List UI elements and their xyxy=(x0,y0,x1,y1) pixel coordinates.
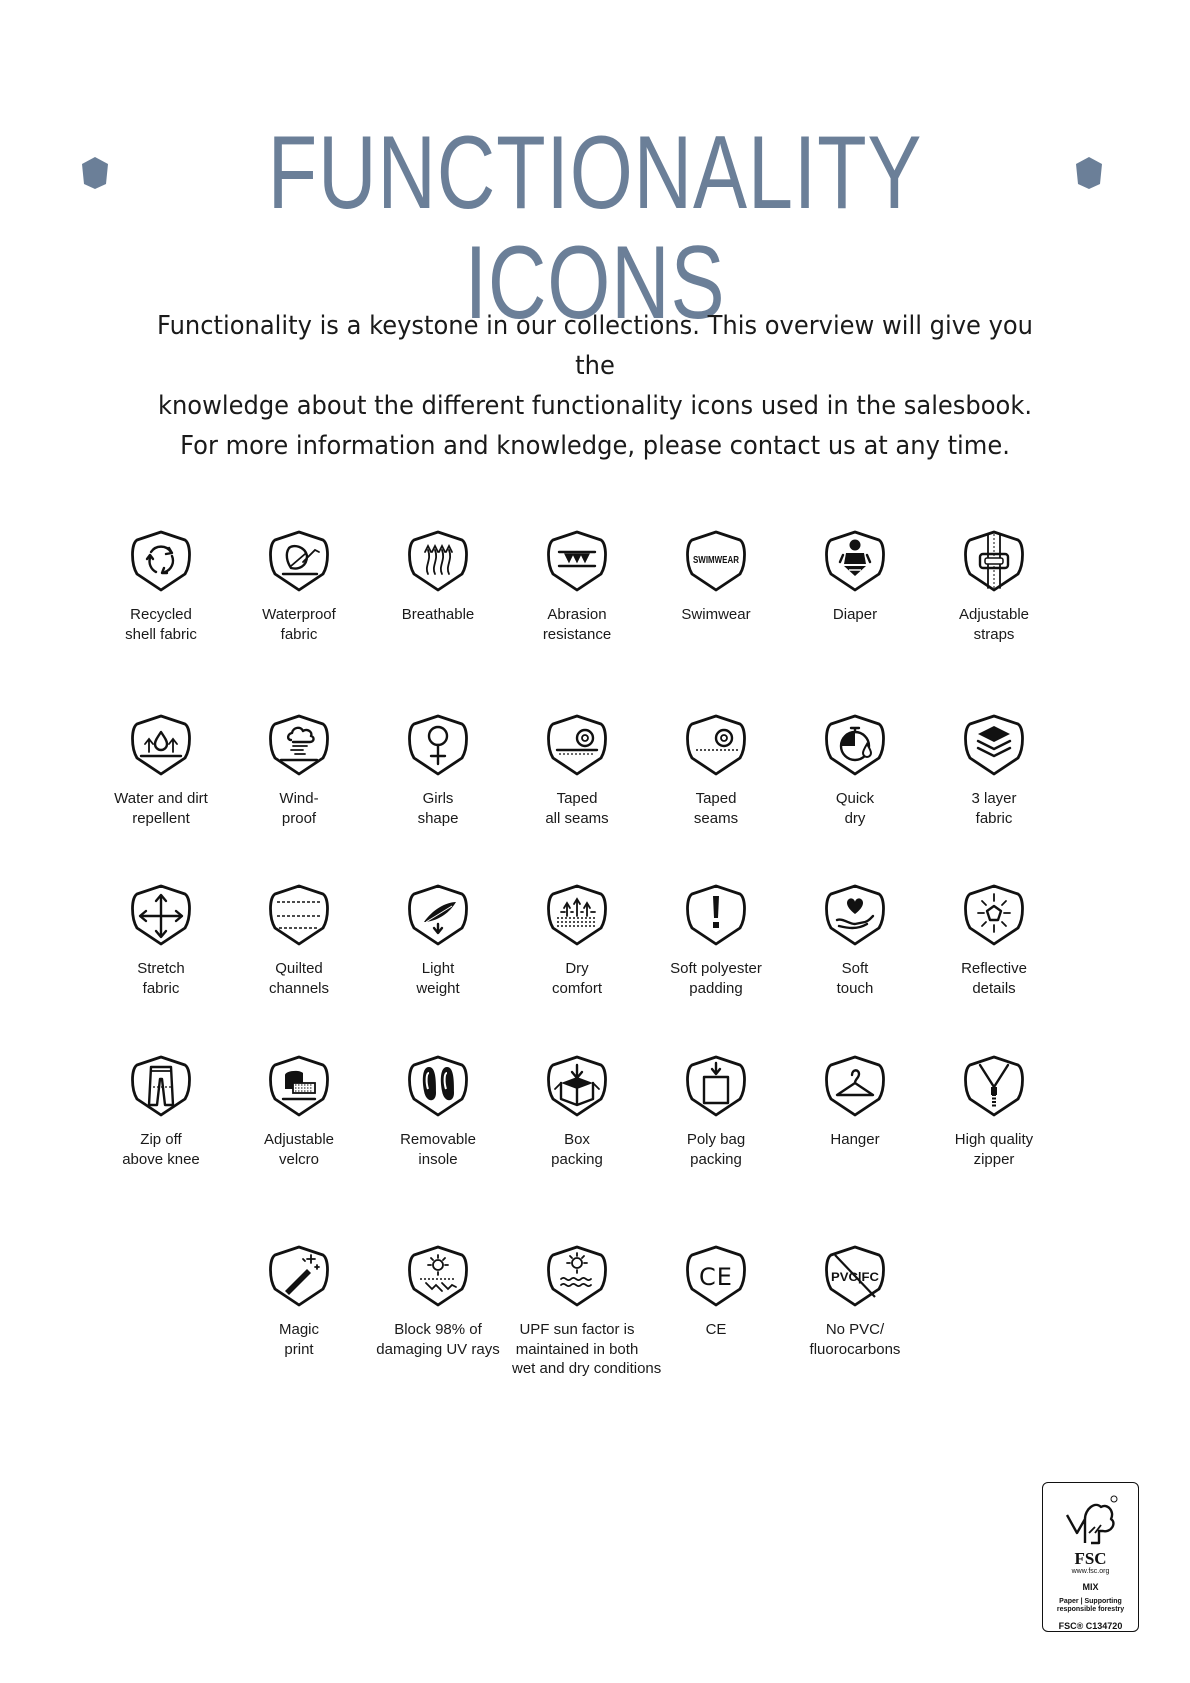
icon-label-line: weight xyxy=(416,979,460,997)
icon-label xyxy=(373,789,503,828)
icon-label-line: wet and dry conditions xyxy=(512,1360,662,1377)
icon-label xyxy=(790,1130,920,1150)
female-symbol-icon xyxy=(402,710,474,782)
icon-tile xyxy=(929,880,1059,998)
fsc-tree-icon xyxy=(1061,1493,1121,1553)
exclamation-icon xyxy=(680,880,752,952)
icon-label-line: touch xyxy=(836,979,874,997)
icon-label-line: repellent xyxy=(132,809,190,827)
icon-tile xyxy=(234,1051,364,1169)
feather-icon xyxy=(402,880,474,952)
icon-tile xyxy=(512,880,642,998)
bullet-icon xyxy=(1074,156,1104,190)
icon-label xyxy=(96,1130,226,1169)
icon-label xyxy=(790,1320,920,1359)
icon-label-line: shape xyxy=(417,809,459,827)
no-pvc-icon xyxy=(819,1241,891,1313)
fsc-claim xyxy=(1043,1598,1138,1614)
icon-label-line: Wind- xyxy=(279,790,319,807)
icon-label-line: Reflective xyxy=(961,960,1027,977)
icon-label-line: Adjustable xyxy=(958,606,1030,623)
icon-label xyxy=(96,789,226,828)
icon-label xyxy=(234,959,364,998)
icon-label-line: comfort xyxy=(551,979,602,997)
svg-text:CE: CE xyxy=(699,1263,733,1291)
breathable-arrows-icon xyxy=(402,526,474,598)
icon-label-line: shell fabric xyxy=(125,625,197,643)
icon-label xyxy=(96,605,226,644)
icon-label xyxy=(373,605,503,625)
icon-tile xyxy=(96,1051,226,1169)
icon-label-line: all seams xyxy=(545,809,609,827)
stretch-arrows-icon xyxy=(125,880,197,952)
icon-label xyxy=(234,605,364,644)
icon-tile xyxy=(929,1051,1059,1169)
icon-label-line: Box xyxy=(564,1131,590,1148)
icon-tile xyxy=(790,710,920,828)
icon-label xyxy=(651,789,781,828)
icon-label xyxy=(512,1130,642,1169)
icon-label-line: packing xyxy=(551,1150,603,1168)
insole-icon xyxy=(402,1051,474,1123)
fsc-logo xyxy=(1042,1482,1139,1632)
icon-tile xyxy=(790,526,920,625)
icon-label-line: Poly bag xyxy=(686,1131,746,1148)
fsc-site: www.fsc.org xyxy=(1071,1568,1110,1575)
icon-tile xyxy=(790,1241,920,1359)
bullet-icon xyxy=(80,156,110,190)
layers-icon xyxy=(958,710,1030,782)
wind-cloud-icon xyxy=(263,710,335,782)
icon-label-line: Breathable xyxy=(401,606,475,623)
icon-label-line: Stretch xyxy=(137,960,185,977)
icon-label xyxy=(790,605,920,625)
icon-label-line: Hanger xyxy=(830,1131,880,1148)
icon-label xyxy=(651,959,781,998)
waterproof-leaf-icon xyxy=(263,526,335,598)
icon-label-line: Adjustable xyxy=(263,1131,335,1148)
hanger-icon xyxy=(819,1051,891,1123)
icon-label xyxy=(512,789,642,828)
adjustable-strap-icon xyxy=(958,526,1030,598)
intro-line: Functionality is a keystone in our collections. This overview will give you the xyxy=(156,311,1034,381)
icon-tile xyxy=(96,526,226,644)
icon-label-line: Zip off xyxy=(140,1131,182,1148)
intro-line: For more information and knowledge, please contact us at any time. xyxy=(180,431,1010,461)
icon-label xyxy=(929,605,1059,644)
icon-label-line: damaging UV rays xyxy=(376,1340,500,1358)
icon-label xyxy=(790,959,920,998)
icon-tile xyxy=(929,710,1059,828)
icon-label-line: UPF sun factor is xyxy=(519,1321,635,1338)
icon-label-line: packing xyxy=(690,1150,742,1168)
icon-label-line: High quality xyxy=(954,1131,1034,1148)
icon-label xyxy=(512,605,642,644)
icon-tile xyxy=(651,710,781,828)
icon-label-line: Swimwear xyxy=(681,606,751,623)
icon-label-line: maintained in both xyxy=(515,1340,639,1358)
zip-off-pants-icon xyxy=(125,1051,197,1123)
icon-label xyxy=(234,1130,364,1169)
reflective-sun-icon xyxy=(958,880,1030,952)
abrasion-icon xyxy=(541,526,613,598)
fsc-brand: FSC xyxy=(1074,1549,1107,1568)
icon-label-line: velcro xyxy=(278,1150,319,1168)
icon-label xyxy=(234,789,364,828)
icon-tile xyxy=(373,880,503,998)
heart-hand-icon xyxy=(819,880,891,952)
dry-comfort-icon xyxy=(541,880,613,952)
icon-tile xyxy=(373,526,503,625)
tape-seam-icon xyxy=(680,710,752,782)
icon-label-line: print xyxy=(284,1340,314,1358)
box-icon xyxy=(541,1051,613,1123)
icon-label-line: Water and dirt xyxy=(114,790,208,807)
icon-label-line: seams xyxy=(693,809,739,827)
icon-label-line: Taped xyxy=(556,790,598,807)
icon-tile xyxy=(512,1241,662,1379)
swimwear-icon xyxy=(680,526,752,598)
icon-label xyxy=(373,1130,503,1169)
icon-tile xyxy=(929,526,1059,644)
icon-tile xyxy=(651,526,781,625)
fsc-claim-line: Paper | Supporting xyxy=(1059,1598,1122,1605)
icon-tile xyxy=(373,1051,503,1169)
icon-label-line: Waterproof xyxy=(262,606,336,623)
icon-tile xyxy=(234,710,364,828)
poly-bag-icon xyxy=(680,1051,752,1123)
quick-dry-stopwatch-icon xyxy=(819,710,891,782)
icon-label-line: fabric xyxy=(280,625,318,643)
icon-tile xyxy=(512,710,642,828)
recycle-icon xyxy=(125,526,197,598)
icon-label-line: details xyxy=(972,979,1016,997)
icon-label-line: straps xyxy=(973,625,1015,643)
icon-label-line: 3 layer xyxy=(971,790,1017,807)
fsc-license-code: FSC® C134720 xyxy=(1058,1621,1123,1631)
icon-label-line: Diaper xyxy=(832,606,878,623)
icon-label-line: Light xyxy=(421,960,455,977)
icon-tile xyxy=(512,1051,642,1169)
icon-tile xyxy=(96,710,226,828)
icon-tile xyxy=(790,1051,920,1150)
icon-label-line: padding xyxy=(689,979,743,997)
diaper-baby-icon xyxy=(819,526,891,598)
title-block xyxy=(0,115,1190,341)
icon-label-line: Recycled xyxy=(130,606,192,623)
icon-label xyxy=(234,1320,364,1359)
icon-label-line: channels xyxy=(268,979,330,997)
icon-label-line: above knee xyxy=(122,1150,200,1168)
icon-label xyxy=(929,789,1059,828)
magic-wand-icon xyxy=(263,1241,335,1313)
icon-tile xyxy=(651,1051,781,1169)
icon-label xyxy=(512,1320,662,1379)
icon-label xyxy=(512,959,642,998)
icon-label-line: fabric xyxy=(142,979,180,997)
icon-label xyxy=(790,789,920,828)
svg-text:PVC|FC: PVC|FC xyxy=(831,1270,880,1284)
zipper-icon xyxy=(958,1051,1030,1123)
icon-label xyxy=(651,1320,781,1340)
icon-label-line: zipper xyxy=(973,1150,1015,1168)
icon-tile xyxy=(373,1241,503,1359)
icon-tile xyxy=(234,526,364,644)
icon-label-line: Magic xyxy=(278,1321,319,1338)
icon-label xyxy=(651,605,781,625)
water-dirt-repellent-icon xyxy=(125,710,197,782)
icon-label-line: resistance xyxy=(542,625,612,643)
tape-roll-icon xyxy=(541,710,613,782)
icon-label xyxy=(929,959,1059,998)
icon-label xyxy=(929,1130,1059,1169)
icon-label-line: Soft xyxy=(841,960,869,977)
icon-tile xyxy=(651,1241,781,1340)
icon-label-line: fluorocarbons xyxy=(809,1340,901,1358)
fsc-mix: MIX xyxy=(1082,1582,1099,1592)
icon-label-line: fabric xyxy=(975,809,1013,827)
icon-label-line: Soft polyester xyxy=(670,960,762,977)
icon-tile xyxy=(96,880,226,998)
icon-label xyxy=(373,959,503,998)
icon-label-line: Girls xyxy=(422,790,454,807)
icon-label-line: Quick xyxy=(835,790,875,807)
icon-tile xyxy=(373,710,503,828)
fsc-claim-line: responsible forestry xyxy=(1056,1606,1125,1613)
intro-line: knowledge about the different functionality icons used in the salesbook. xyxy=(157,391,1033,421)
intro-text xyxy=(135,306,1056,466)
icon-label-line: CE xyxy=(705,1321,727,1338)
icon-label xyxy=(651,1130,781,1169)
icon-tile xyxy=(234,880,364,998)
icon-label-line: Block 98% of xyxy=(394,1321,482,1338)
icon-label-line: Quilted xyxy=(275,960,323,977)
icon-label-line: insole xyxy=(418,1150,458,1168)
quilted-channels-icon xyxy=(263,880,335,952)
uv-block-icon xyxy=(402,1241,474,1313)
icon-label-line: Dry xyxy=(565,960,589,977)
svg-text:SWIMWEAR: SWIMWEAR xyxy=(693,555,740,566)
icon-label-line: No PVC/ xyxy=(825,1321,885,1338)
icon-label-line: proof xyxy=(281,809,317,827)
icon-tile xyxy=(790,880,920,998)
icon-label-line: dry xyxy=(844,809,866,827)
icon-label xyxy=(96,959,226,998)
icon-tile xyxy=(234,1241,364,1359)
page-title: FUNCTIONALITY ICONS xyxy=(267,115,923,341)
icon-tile xyxy=(651,880,781,998)
icon-label-line: Abrasion xyxy=(547,606,607,623)
icon-label-line: Removable xyxy=(400,1131,476,1148)
icon-tile xyxy=(512,526,642,644)
upf-sun-water-icon xyxy=(541,1241,613,1313)
icon-label xyxy=(373,1320,503,1359)
velcro-icon xyxy=(263,1051,335,1123)
icon-label-line: Taped xyxy=(695,790,737,807)
ce-mark-icon xyxy=(680,1241,752,1313)
